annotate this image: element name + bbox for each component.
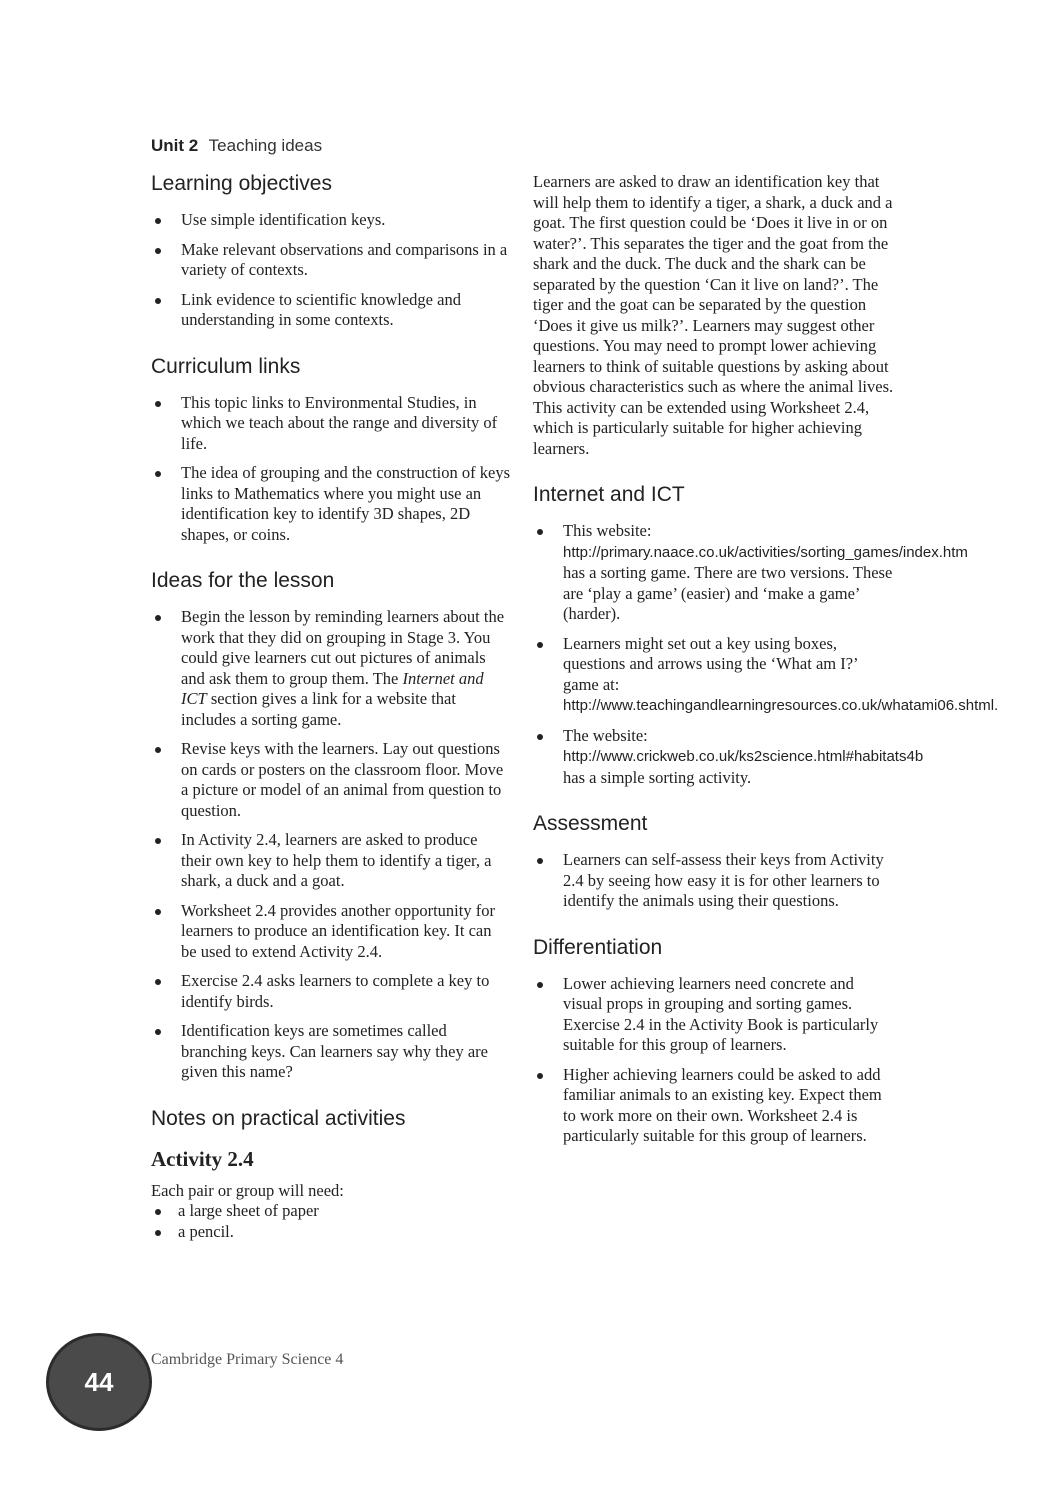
running-header: [151, 136, 322, 156]
item-text: This website:: [563, 521, 652, 540]
item-text: has a simple sorting activity.: [563, 767, 752, 787]
list-item: [151, 607, 511, 730]
unit-subtitle: Teaching ideas: [208, 136, 323, 155]
learning-objectives-heading: Learning objectives: [151, 172, 332, 195]
list-item: Worksheet 2.4 provides another opportunity for learners to produce an identification key. It can be used to extend Activity 2.4.: [151, 901, 511, 963]
page-number: 44: [84, 1366, 114, 1397]
curriculum-links-section: [151, 353, 511, 546]
assessment-heading: Assessment: [533, 812, 648, 835]
book-title: Cambridge Primary Science 4: [151, 1351, 344, 1368]
list-item: Make relevant observations and comparisons in a variety of contexts.: [151, 240, 511, 281]
curriculum-links-list: [151, 393, 511, 546]
materials-list: [151, 1201, 511, 1242]
list-item: Exercise 2.4 asks learners to complete a key to identify birds.: [151, 971, 511, 1012]
list-item: Use simple identification keys.: [151, 210, 511, 231]
left-column: [151, 170, 511, 1264]
item-text: Learners might set out a key using boxes, questions and arrows using the ‘What am I?’ game at:: [563, 633, 858, 694]
assessment-list: [533, 850, 895, 912]
activity-intro: Each pair or group will need:: [151, 1180, 344, 1200]
learning-objectives-section: [151, 170, 511, 331]
list-item: Higher achieving learners could be asked to add familiar animals to an existing key. Expect them to work more on their own. Worksheet 2.4 is particularly suitable for this group of learners.: [533, 1065, 895, 1147]
notes-heading: Notes on practical activities: [151, 1106, 406, 1130]
list-item: Learners can self-assess their keys from Activity 2.4 by seeing how easy it is for other learners to identify the animals using their questions.: [533, 850, 895, 912]
list-item: [533, 633, 999, 717]
list-item: This topic links to Environmental Studies, in which we teach about the range and diversity of life.: [151, 393, 511, 455]
item-text: has a sorting game. There are two versions. These are ‘play a game’ (easier) and ‘make a game’ (harder).: [563, 563, 893, 623]
list-item: The idea of grouping and the construction of keys links to Mathematics where you might use an identification key to identify 3D shapes, 2D shapes, or coins.: [151, 463, 511, 545]
ideas-section: [151, 567, 511, 1083]
curriculum-links-heading: Curriculum links: [151, 354, 301, 378]
ideas-list: [151, 607, 511, 1083]
notes-section: [151, 1105, 511, 1243]
item-text: Begin the lesson by reminding learners about the work that they did on grouping in Stage 3. You could give learners cut out pictures of animals and ask them to group them. The: [181, 607, 505, 688]
differentiation-section: [533, 934, 895, 1147]
item-text: The website:: [563, 725, 648, 745]
internet-heading: Internet and ICT: [533, 483, 685, 506]
list-item: In Activity 2.4, learners are asked to produce their own key to help them to identify a tiger, a shark, a duck and a goat.: [151, 830, 511, 892]
internet-section: [533, 481, 999, 788]
list-item: Link evidence to scientific knowledge and understanding in some contexts.: [151, 290, 511, 331]
website-link[interactable]: http://www.crickweb.co.uk/ks2science.html#habitats4b: [563, 748, 924, 765]
list-item: a pencil.: [151, 1222, 511, 1243]
unit-number: Unit 2: [151, 136, 199, 155]
activity-description: Learners are asked to draw an identification key that will help them to identify a tiger, a shark, a duck and a goat. The first question could be ‘Does it live in or on water?’. This separates the tiger and the goat from the shark and the duck. The duck and the shark can be separated by the question ‘Can it live on land?’. The tiger and the goat can be separated by the question ‘Does it give us milk?’. Learners may suggest other questions. You may need to prompt lower achieving learners to think of suitable questions by asking about obvious characteristics such as where the animal lives. This activity can be extended using Worksheet 2.4, which is particularly suitable for higher achieving learners.: [533, 172, 894, 458]
website-link[interactable]: http://www.teachingandlearningresources.co.uk/whatami06.shtml.: [563, 697, 999, 714]
internet-list: [533, 521, 999, 788]
activity-title: Activity 2.4: [151, 1146, 254, 1171]
list-item: Lower achieving learners need concrete and visual props in grouping and sorting games. Exercise 2.4 in the Activity Book is particularly suitable for this group of learners.: [533, 974, 895, 1056]
website-link[interactable]: http://primary.naace.co.uk/activities/sorting_games/index.htm: [563, 543, 968, 561]
list-item: [533, 521, 968, 625]
list-item: a large sheet of paper: [151, 1201, 511, 1222]
assessment-section: [533, 810, 895, 912]
ideas-heading: Ideas for the lesson: [151, 569, 335, 592]
list-item: [533, 725, 924, 789]
differentiation-list: [533, 974, 895, 1147]
list-item: Revise keys with the learners. Lay out questions on cards or posters on the classroom floor. Move a picture or model of an animal from question to question.: [151, 739, 511, 821]
item-text: section gives a link for a website that includes a sorting game.: [181, 689, 456, 729]
learning-objectives-list: [151, 210, 511, 331]
list-item: Identification keys are sometimes called branching keys. Can learners say why they are given this name?: [151, 1021, 511, 1083]
page-number-badge: [46, 1333, 152, 1431]
right-column: [533, 172, 999, 1169]
section-reference: Internet and ICT: [181, 668, 484, 708]
differentiation-heading: Differentiation: [533, 935, 663, 959]
